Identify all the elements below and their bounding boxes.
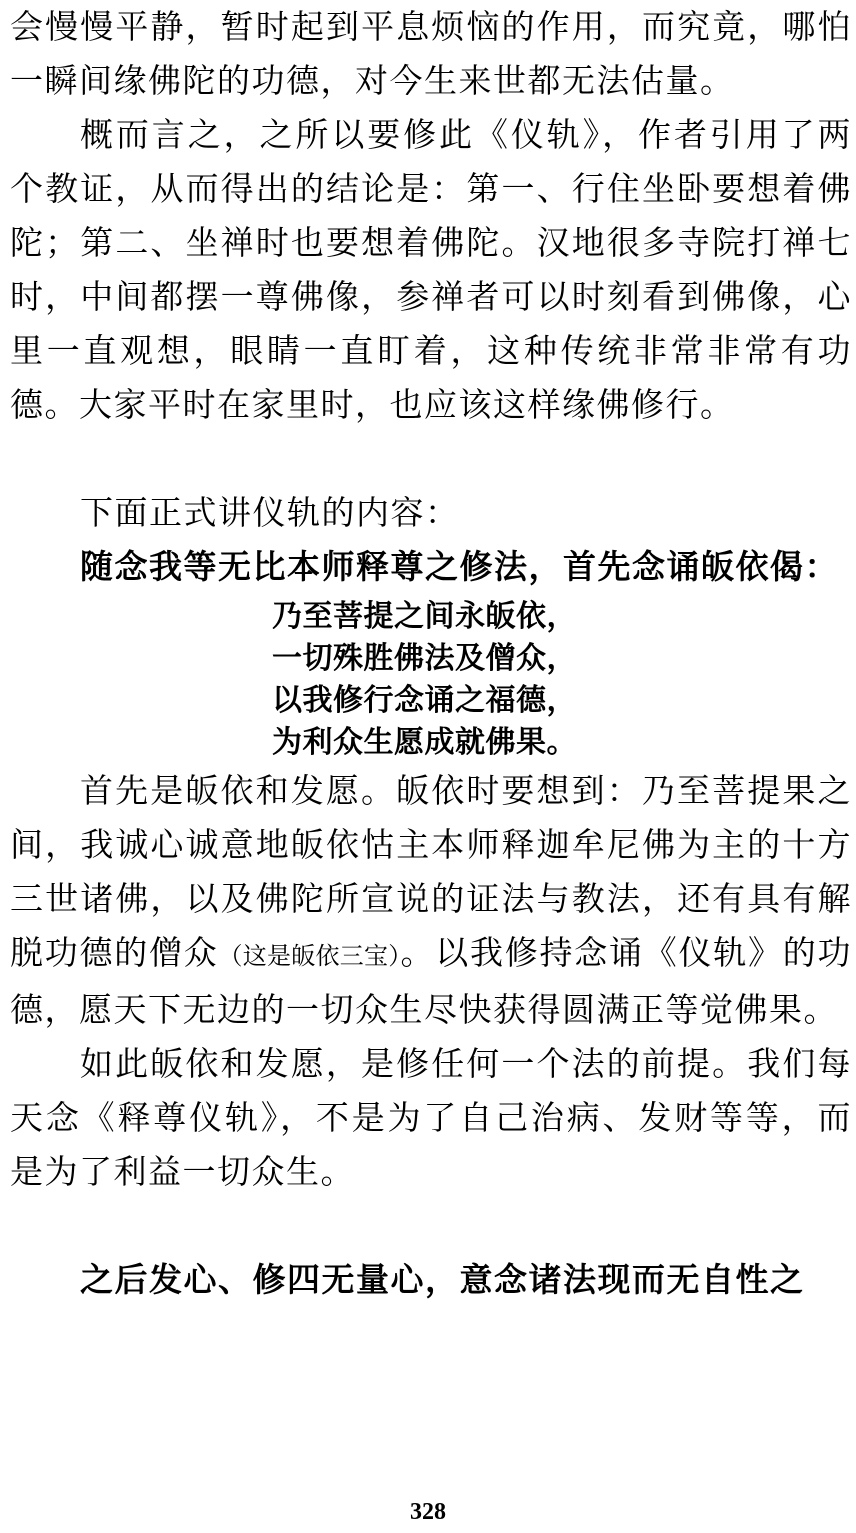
paragraph-continued: 会慢慢平静，暂时起到平息烦恼的作用，而究竟，哪怕一瞬间缘佛陀的功德，对今生来世都无法估量。 — [10, 7, 852, 100]
refuge-verse — [10, 596, 852, 764]
refuge-explanation-text: 首先是皈依和发愿。皈依时要想到：乃至菩提果之间，我诚心诚意地皈依怙主本师释迦牟尼佛为主的十方三世诸佛，以及佛陀所宣说的证法与教法，还有具有解脱功德的僧众 — [10, 771, 852, 972]
paragraph-intro: 下面正式讲仪轨的内容： — [80, 493, 460, 532]
document-page — [10, 0, 852, 1533]
verse-line: 为利众生愿成就佛果。 — [272, 725, 577, 760]
paragraph-spacer — [10, 432, 852, 486]
refuge-note: （这是皈依三宝） — [218, 942, 401, 970]
verse-line: 一切殊胜佛法及僧众， — [272, 641, 577, 676]
paragraph-spacer — [10, 1199, 852, 1253]
paragraph-summary: 概而言之，之所以要修此《仪轨》，作者引用了两个教证，从而得出的结论是：第一、行住坐卧要想着佛陀；第二、坐禅时也要想着佛陀。汉地很多寺院打禅七时，中间都摆一尊佛像，参禅者可以时刻看到佛像，心里一直观想，眼睛一直盯着，这种传统非常非常有功德。大家平时在家里时，也应该这样缘佛修行。 — [10, 115, 852, 424]
ritual-heading-next: 之后发心、修四无量心，意念诸法现而无自性之 — [80, 1260, 805, 1299]
page-number: 328 — [410, 1499, 446, 1525]
paragraph-aspiration: 如此皈依和发愿，是修任何一个法的前提。我们每天念《释尊仪轨》，不是为了自己治病、发财等等，而是为了利益一切众生。 — [10, 1044, 852, 1191]
verse-line: 以我修行念诵之福德， — [272, 683, 577, 718]
paragraph-refuge-explanation — [10, 764, 852, 1037]
ritual-heading: 随念我等无比本师释尊之修法，首先念诵皈依偈： — [80, 547, 839, 586]
refuge-explanation-text-end: 。以我修持念诵《仪轨》的功德，愿天下无边的一切众生尽快获得圆满正等觉佛果。 — [10, 933, 852, 1029]
verse-line: 乃至菩提之间永皈依， — [272, 599, 577, 634]
